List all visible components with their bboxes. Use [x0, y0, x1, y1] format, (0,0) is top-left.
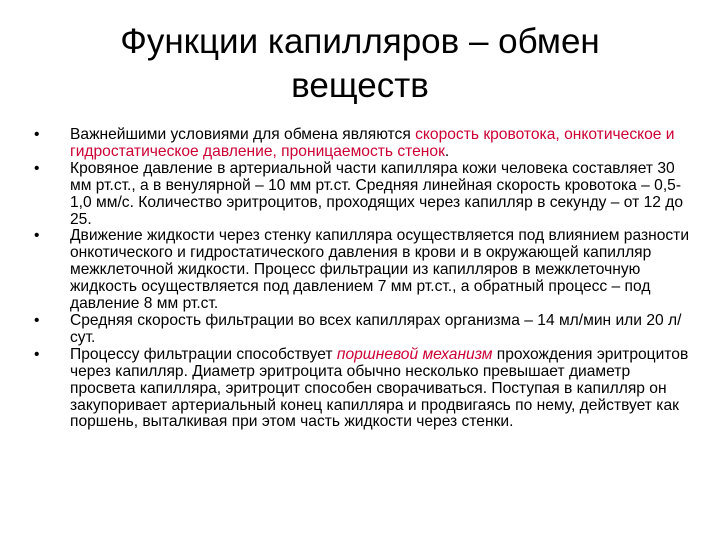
bullet-marker: •	[34, 345, 40, 363]
bullet-item	[34, 127, 694, 161]
slide-title	[60, 20, 660, 108]
highlighted-italic-text: поршневой механизм	[336, 345, 493, 363]
slide-title-line-2: веществ	[291, 66, 429, 105]
bullet-text: Процессу фильтрации способствует	[70, 345, 337, 363]
bullet-text: .	[444, 142, 450, 160]
bullet-marker: •	[34, 227, 40, 245]
bullet-marker: •	[34, 126, 40, 143]
highlighted-text: скорость кровотока, онкотическое и гидростатическое давление, проницаемость стенок	[70, 126, 675, 160]
bullet-text: Важнейшими условиями для обмена являются	[70, 126, 416, 143]
bullet-text: Кровяное давление в артериальной части капилляра кожи человека составляет 30 мм рт.ст., а в венулярной – 10 мм рт.ст. Средняя линейная скорость кровотока – 0,5-1,0 мм/с. Количество эритроцитов, проходящих через капилляр в секунду – от 12 до 25.	[70, 159, 684, 228]
bullet-marker: •	[34, 159, 40, 177]
bullet-item	[34, 313, 694, 347]
bullet-item	[34, 347, 694, 432]
bullet-text: Средняя скорость фильтрации во всех капиллярах организма – 14 мл/мин или 20 л/сут.	[70, 311, 682, 346]
bullet-item	[34, 161, 694, 229]
bullet-text: Движение жидкости через стенку капилляра осуществляется под влиянием разности онкотического и гидростатического давления в крови и в окружающей капилляр межклеточной жидкости. Процесс фильтрации из капилляров в межклеточную жидкость осуществляется под давлением 7 мм рт.ст., а обратный процесс – под давление 8 мм рт.ст.	[70, 227, 690, 313]
bullet-text: прохождения эритроцитов через капилляр. Диаметр эритроцита обычно несколько превышает диаметр просвета капилляра, эритроцит способен сворачиваться. Поступая в капилляр он закупоривает артериальный конец капилляра и продвигаясь по нему, действует как поршень, выталкивая при этом часть жидкости через стенки.	[70, 345, 689, 431]
bullet-item	[34, 228, 694, 313]
bullet-list	[34, 127, 694, 431]
slide-title-line-1: Функции капилляров – обмен	[120, 22, 600, 61]
bullet-marker: •	[34, 311, 40, 329]
